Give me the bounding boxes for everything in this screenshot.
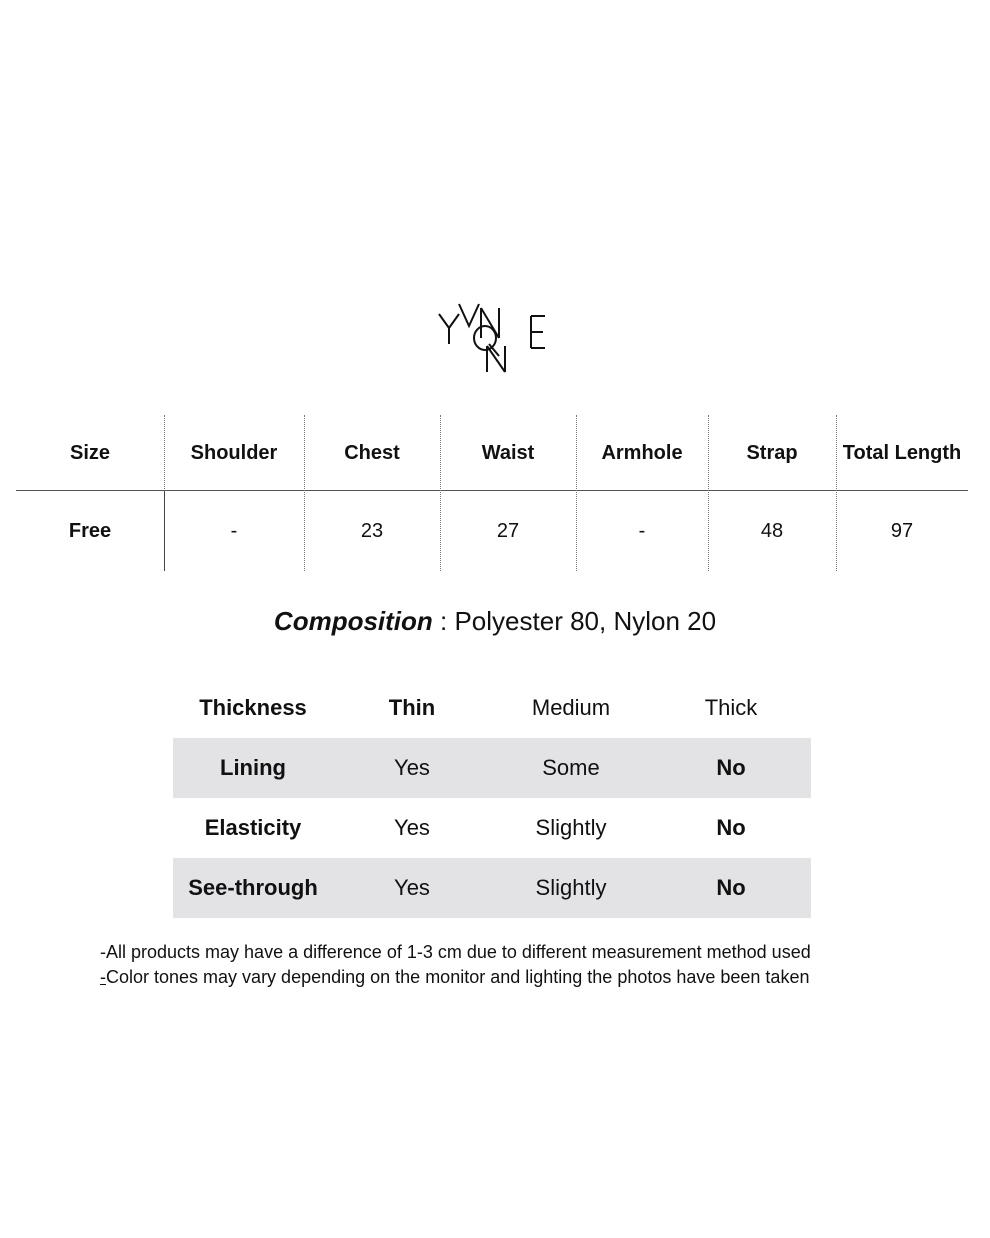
column-separator bbox=[164, 491, 165, 571]
attr-name: Elasticity bbox=[204, 815, 302, 840]
size-value-waist: 27 bbox=[496, 519, 520, 542]
column-separator bbox=[304, 415, 305, 571]
size-value-shoulder: - bbox=[230, 519, 238, 542]
attr-row-see-through bbox=[173, 858, 811, 918]
composition-label: Composition bbox=[273, 606, 433, 636]
size-header-armhole: Armhole bbox=[601, 441, 683, 464]
size-value-armhole: - bbox=[638, 519, 646, 542]
attr-name: Lining bbox=[220, 755, 286, 780]
attr-option: Thick bbox=[704, 695, 758, 720]
column-separator bbox=[576, 415, 577, 571]
column-separator bbox=[440, 415, 441, 571]
composition-value: Polyester 80, Nylon 20 bbox=[454, 606, 717, 636]
brand-logo-mark bbox=[435, 300, 555, 380]
attr-option: Yes bbox=[394, 815, 430, 840]
attr-row-elasticity bbox=[173, 798, 811, 858]
size-header-size: Size bbox=[69, 441, 111, 464]
attr-option-selected: No bbox=[716, 815, 746, 840]
attr-option-selected: No bbox=[716, 875, 746, 900]
attr-option: Slightly bbox=[535, 815, 607, 840]
fabric-attributes-table bbox=[173, 678, 811, 918]
size-header-shoulder: Shoulder bbox=[190, 441, 278, 464]
note-measurement: -All products may have a difference of 1-3 cm due to different measurement method used bbox=[100, 942, 811, 962]
size-header-waist: Waist bbox=[481, 441, 535, 464]
composition-separator: : bbox=[432, 606, 455, 636]
note-color bbox=[100, 965, 960, 990]
size-value-size: Free bbox=[68, 519, 112, 542]
note-color-dash: - bbox=[100, 967, 106, 987]
attr-name: See-through bbox=[188, 875, 318, 900]
size-table-divider bbox=[16, 490, 968, 491]
brand-logo bbox=[435, 300, 555, 380]
attr-row-lining bbox=[173, 738, 811, 798]
size-header-total-length: Total Length bbox=[842, 441, 962, 464]
attr-option: Some bbox=[542, 755, 600, 780]
size-table-header bbox=[16, 415, 968, 491]
column-separator bbox=[836, 415, 837, 571]
attr-name: Thickness bbox=[199, 695, 307, 720]
size-table-row bbox=[16, 493, 968, 569]
attr-option-selected: Thin bbox=[388, 695, 436, 720]
note-color-text: Color tones may vary depending on the monitor and lighting the photos have been taken bbox=[106, 967, 810, 987]
composition-line bbox=[0, 606, 990, 637]
attr-option: Medium bbox=[531, 695, 611, 720]
attr-option-selected: No bbox=[716, 755, 746, 780]
size-value-total-length: 97 bbox=[890, 519, 914, 542]
attr-option: Yes bbox=[394, 875, 430, 900]
column-separator bbox=[708, 415, 709, 571]
size-header-strap: Strap bbox=[746, 441, 798, 464]
size-header-chest: Chest bbox=[344, 441, 400, 464]
attr-row-thickness bbox=[173, 678, 811, 738]
size-value-chest: 23 bbox=[360, 519, 384, 542]
size-value-strap: 48 bbox=[760, 519, 784, 542]
size-table bbox=[16, 415, 968, 571]
column-separator bbox=[164, 415, 165, 491]
disclaimer-notes bbox=[100, 940, 960, 990]
attr-option: Yes bbox=[394, 755, 430, 780]
attr-option: Slightly bbox=[535, 875, 607, 900]
